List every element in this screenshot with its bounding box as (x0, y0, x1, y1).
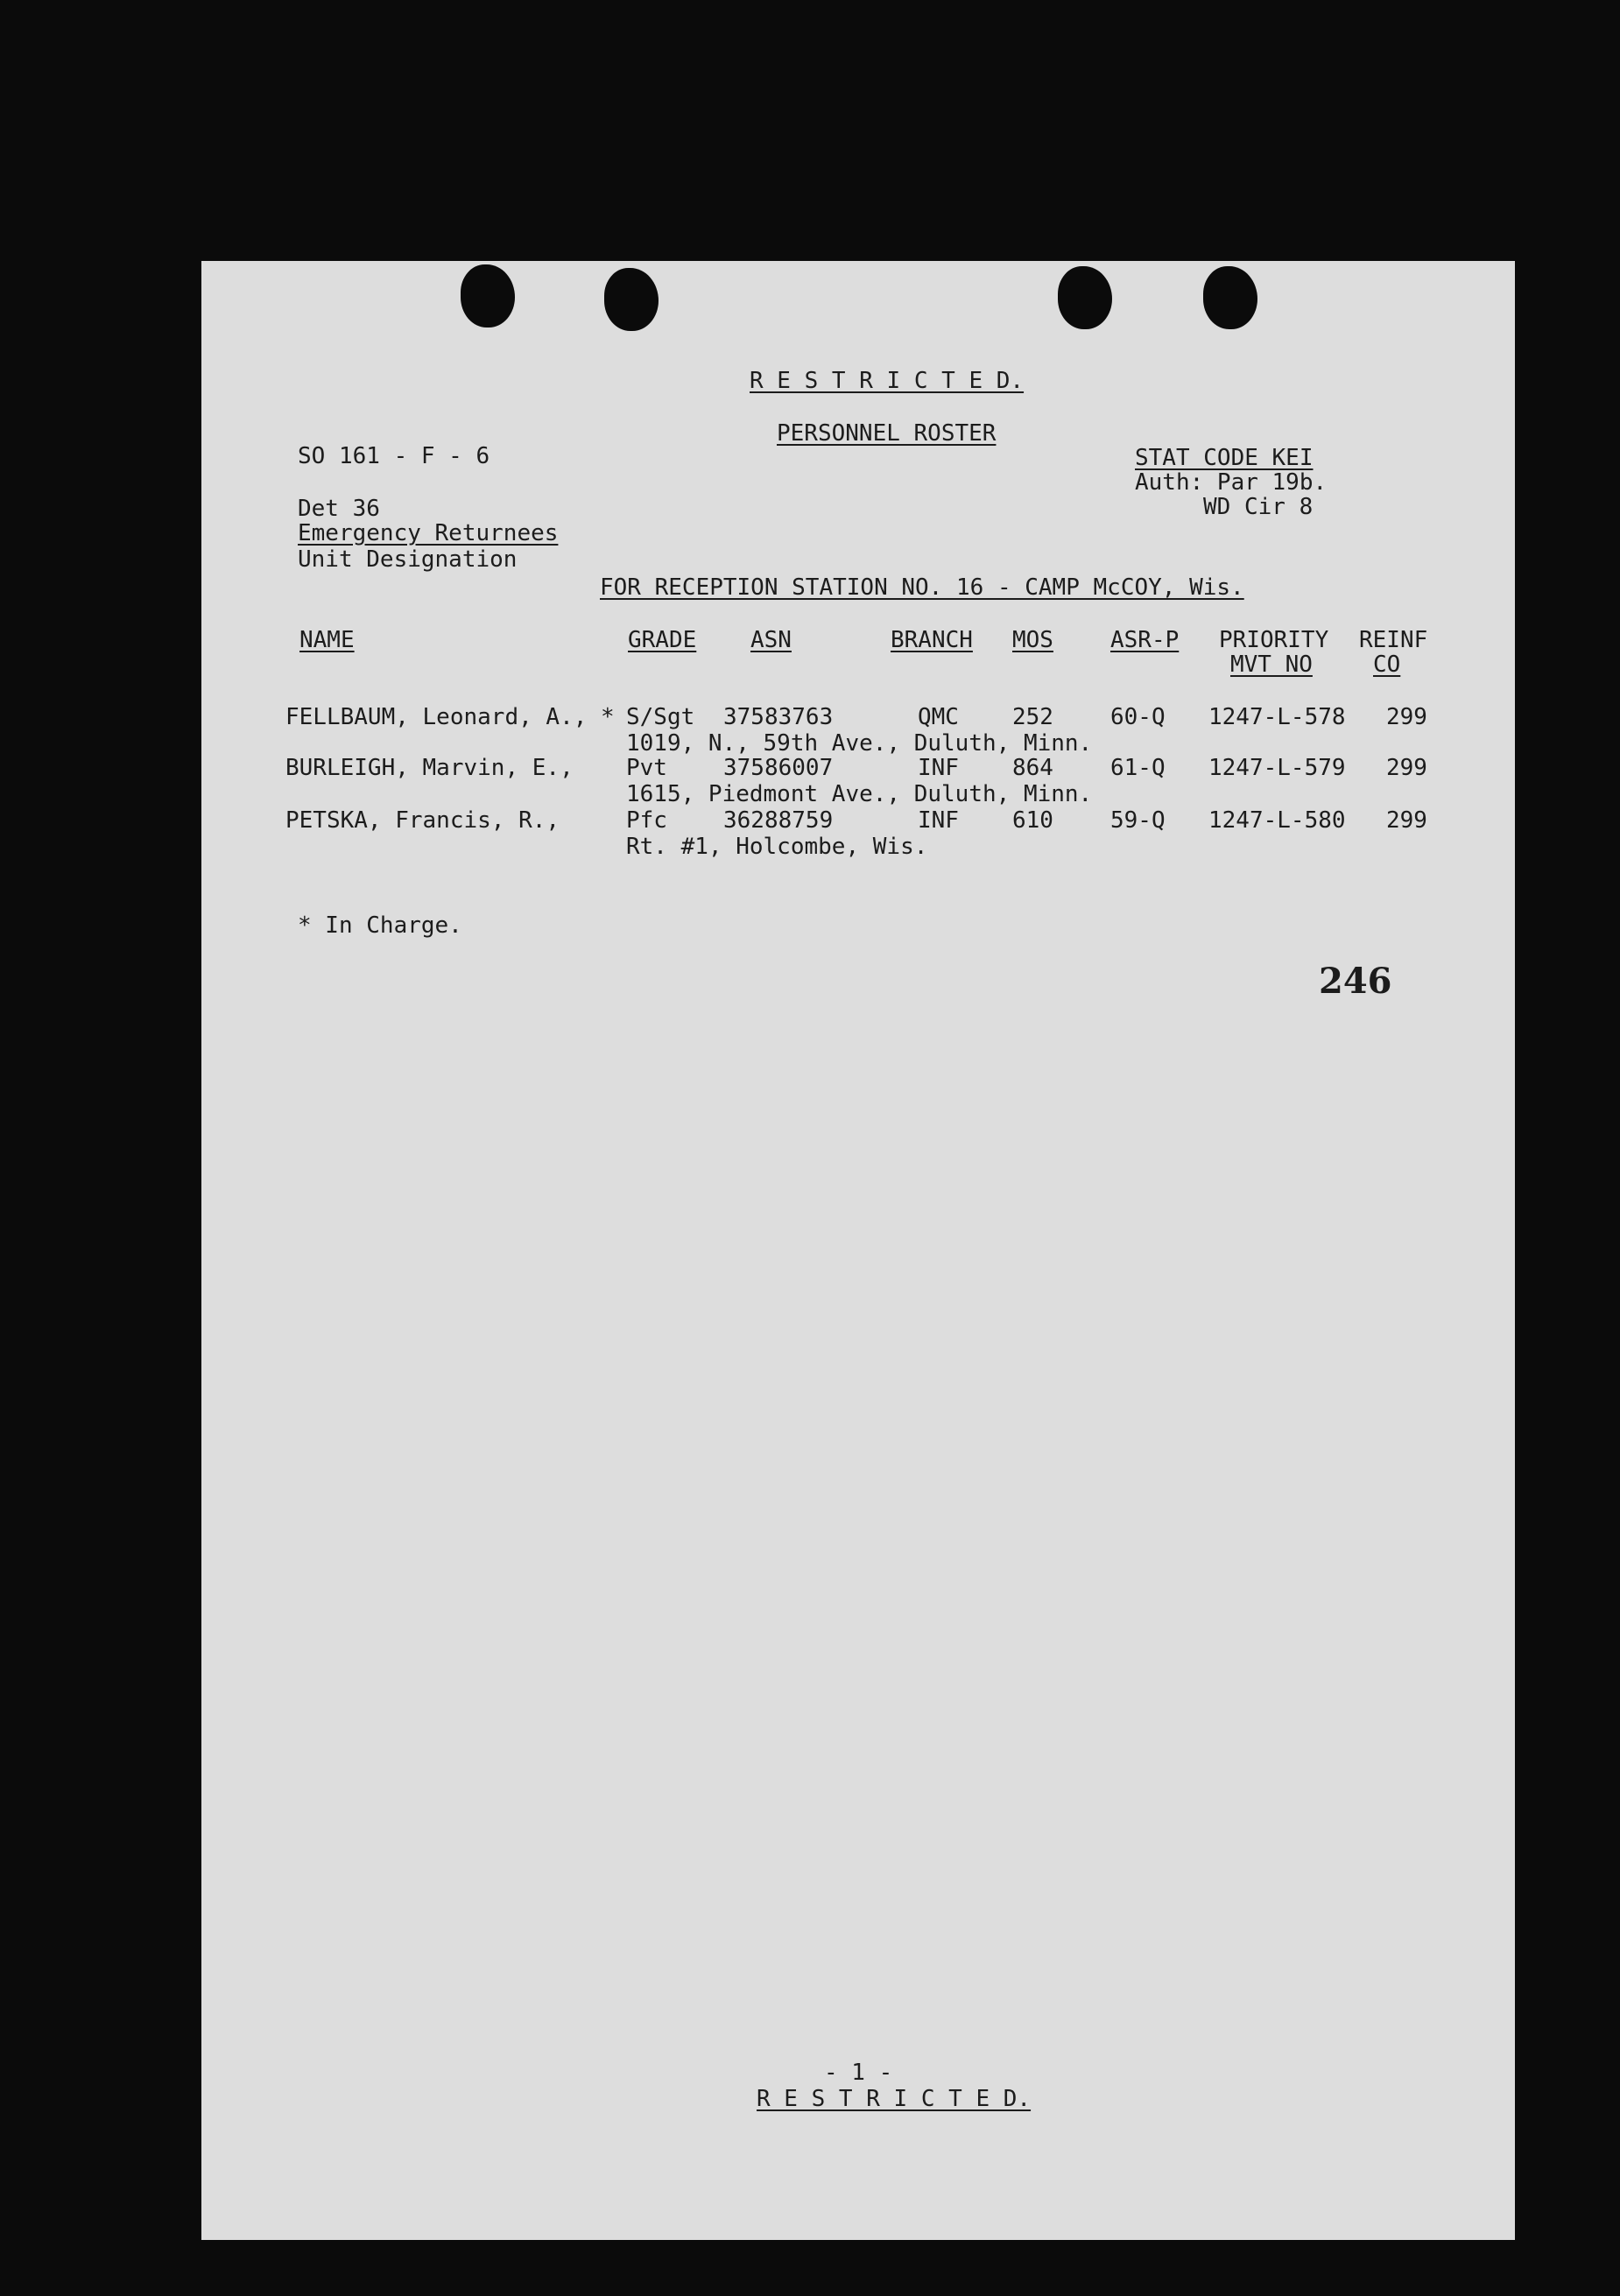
roster-asn: 37586007 (723, 755, 834, 781)
roster-co: 299 (1386, 807, 1427, 834)
column-header-asn: ASN (750, 627, 792, 653)
roster-address: 1019, N., 59th Ave., Duluth, Minn. (626, 730, 1093, 757)
column-header-reinf: REINF (1359, 627, 1428, 653)
roster-mvt-no: 1247-L-578 (1208, 704, 1346, 730)
roster-co: 299 (1386, 704, 1427, 730)
unit-name: Emergency Returnees (298, 520, 559, 546)
classification-header: R E S T R I C T E D. (750, 368, 1025, 394)
roster-name: PETSKA, Francis, R., (285, 807, 560, 834)
roster-name: FELLBAUM, Leonard, A., * (285, 704, 615, 730)
page-number: - 1 - (824, 2060, 893, 2086)
roster-branch: QMC (918, 704, 959, 730)
roster-mvt-no: 1247-L-580 (1208, 807, 1346, 834)
roster-grade: S/Sgt (626, 704, 695, 730)
roster-address: 1615, Piedmont Ave., Duluth, Minn. (626, 781, 1093, 807)
roster-grade: Pvt (626, 755, 667, 781)
roster-mos: 610 (1012, 807, 1053, 834)
detachment: Det 36 (298, 496, 380, 522)
roster-branch: INF (918, 755, 959, 781)
column-header-mvt-no: MVT NO (1230, 651, 1313, 678)
stat-code: STAT CODE KEI (1135, 445, 1314, 471)
roster-asr: 61-Q (1110, 755, 1166, 781)
column-header-branch: BRANCH (891, 627, 973, 653)
roster-asr: 60-Q (1110, 704, 1166, 730)
roster-mos: 252 (1012, 704, 1053, 730)
roster-branch: INF (918, 807, 959, 834)
punch-hole (461, 264, 515, 327)
roster-asr: 59-Q (1110, 807, 1166, 834)
column-header-priority: PRIORITY (1219, 627, 1329, 653)
punch-hole (1203, 266, 1257, 329)
roster-mvt-no: 1247-L-579 (1208, 755, 1346, 781)
roster-asn: 36288759 (723, 807, 834, 834)
roster-co: 299 (1386, 755, 1427, 781)
page-stamp: 246 (1319, 961, 1392, 1002)
authority-line-2: WD Cir 8 (1203, 494, 1314, 520)
roster-address: Rt. #1, Holcombe, Wis. (626, 834, 928, 860)
roster-asn: 37583763 (723, 704, 834, 730)
authority-line-1: Auth: Par 19b. (1135, 469, 1328, 496)
column-header-grade: GRADE (628, 627, 697, 653)
document-title: PERSONNEL ROSTER (777, 420, 997, 447)
column-header-co: CO (1373, 651, 1401, 678)
roster-grade: Pfc (626, 807, 667, 834)
roster-mos: 864 (1012, 755, 1053, 781)
punch-hole (604, 268, 659, 331)
reception-station: FOR RECEPTION STATION NO. 16 - CAMP McCOY, Wis. (600, 574, 1244, 601)
footnote: * In Charge. (298, 912, 462, 939)
special-order-number: SO 161 - F - 6 (298, 443, 490, 469)
roster-name: BURLEIGH, Marvin, E., (285, 755, 574, 781)
document-page (201, 261, 1515, 2240)
punch-hole (1058, 266, 1112, 329)
column-header-asr: ASR-P (1110, 627, 1180, 653)
column-header-mos: MOS (1012, 627, 1053, 653)
column-header-name: NAME (299, 627, 355, 653)
classification-footer: R E S T R I C T E D. (757, 2086, 1032, 2112)
unit-designation-label: Unit Designation (298, 546, 518, 573)
